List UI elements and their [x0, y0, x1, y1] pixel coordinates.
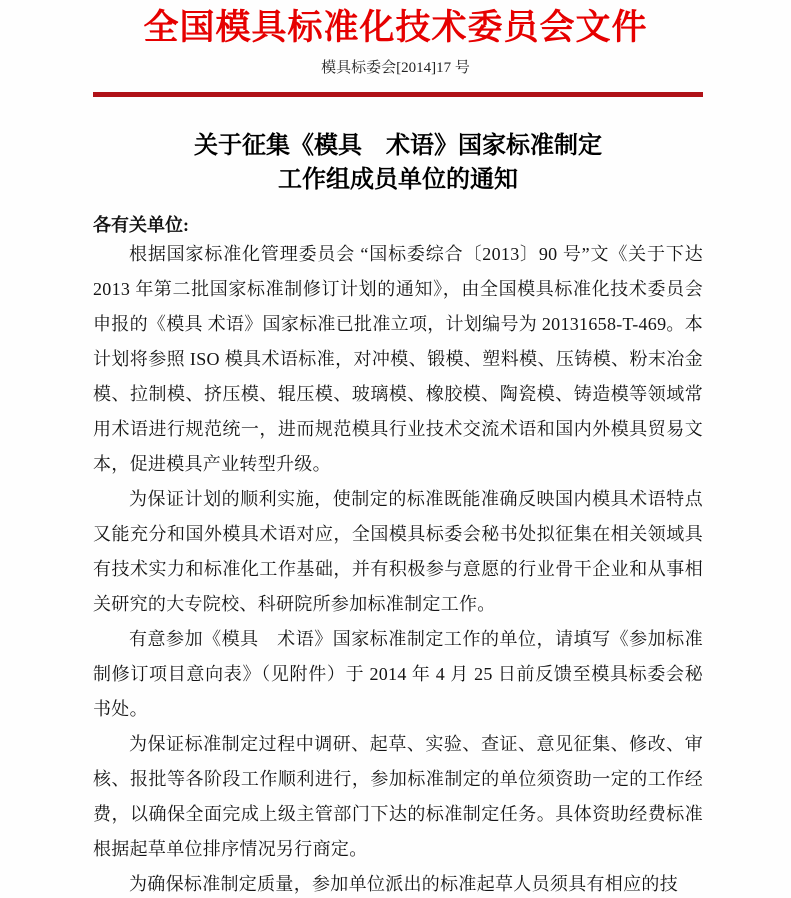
document-title: [93, 129, 703, 197]
paragraph-intro-plan: 根据国家标准化管理委员会 “国标委综合〔2013〕90 号”文《关于下达 2013 年第二批国家标准制修订计划的通知》，由全国模具标准化技术委员会申报的《模具 术语》国家标准已批准立项，计划编号为 20131658-T-469。本计划将参照 ISO 模具术语标准，对冲模、锻模、塑料模、压铸模、粉末冶金模、拉制模、挤压模、辊压模、玻璃模、橡胶模、陶瓷模、铸造模等领域常用术语进行规范统一，进而规范模具行业技术交流术语和国内外模具贸易文本，促进模具产业转型升级。: [93, 244, 703, 474]
paragraph-application-deadline: 有意参加《模具 术语》国家标准制定工作的单位，请填写《参加标准制修订项目意向表》（见附件）于 2014 年 4 月 25 日前反馈至模具标委会秘书处。: [93, 629, 703, 719]
document-title-line1: 关于征集《模具 术语》国家标准制定: [194, 132, 602, 159]
document-header: [0, 8, 791, 97]
paragraph-quality-truncated: 为确保标准制定质量，参加单位派出的标准起草人员须具有相应的技: [129, 874, 678, 894]
document-title-line2: 工作组成员单位的通知: [278, 166, 518, 193]
red-divider-rule: [93, 92, 703, 97]
org-title: 全国模具标准化技术委员会文件: [143, 8, 648, 47]
document-content: [93, 213, 703, 898]
document-main: [0, 129, 791, 898]
paragraph-recruitment: 为保证计划的顺利实施，使制定的标准既能准确反映国内模具术语特点又能充分和国外模具术语对应，全国模具标委会秘书处拟征集在相关领域具有技术实力和标准化工作基础，并有积极参与意愿的行业骨干企业和从事相关研究的大专院校、科研院所参加标准制定工作。: [93, 489, 703, 614]
salutation: 各有关单位:: [93, 215, 189, 235]
paragraph-funding: 为保证标准制定过程中调研、起草、实验、查证、意见征集、修改、审核、报批等各阶段工作顺利进行，参加标准制定的单位须资助一定的工作经费，以确保全面完成上级主管部门下达的标准制定任务。具体资助经费标准根据起草单位排序情况另行商定。: [93, 734, 703, 859]
doc-number: 模具标委会[2014]17 号: [321, 60, 470, 76]
